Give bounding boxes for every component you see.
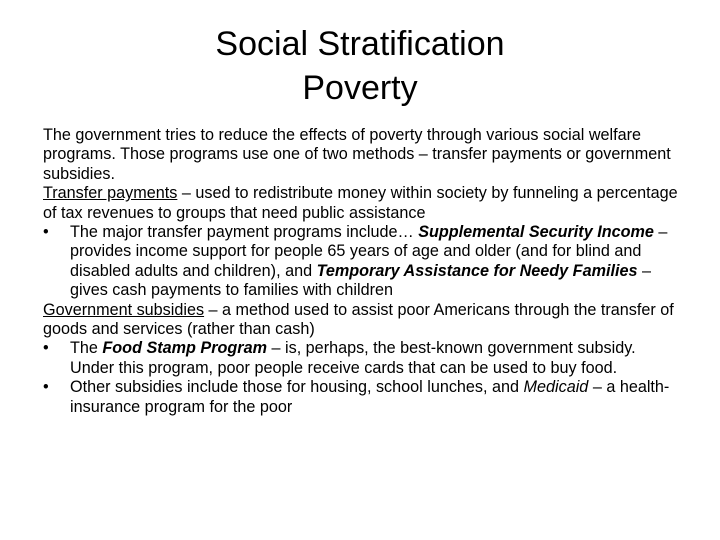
food-stamp-bullet	[43, 339, 683, 378]
transfer-payments-term: Transfer payments	[43, 184, 178, 203]
title-line-2: Poverty	[302, 69, 418, 107]
title-line-1: Social Stratification	[215, 25, 505, 63]
government-subsidies-paragraph	[43, 301, 683, 340]
program-desc-food-stamp: – is, perhaps, the best-known government subsidy. Under this program, poor people receive cards that can be used to buy food.	[70, 339, 636, 377]
program-desc-ssi: – provides income support for people 65 years of age and older (and for blind and disabled adults and children), and	[70, 223, 668, 280]
slide-body	[43, 126, 683, 417]
slide-title	[0, 22, 720, 110]
bullet-lead: The major transfer payment programs include…	[70, 223, 419, 242]
program-desc-medicaid: – a health-insurance program for the poor	[70, 378, 670, 416]
other-subsidies-bullet	[43, 378, 683, 417]
transfer-payments-bullet	[43, 223, 683, 301]
program-name-tanf: Temporary Assistance for Needy Families	[316, 261, 638, 280]
program-name-medicaid: Medicaid	[523, 378, 589, 397]
government-subsidies-term: Government subsidies	[43, 300, 205, 319]
bullet-marker: •	[43, 223, 49, 242]
bullet-lead: Other subsidies include those for housing, school lunches, and	[70, 378, 524, 397]
transfer-payments-paragraph	[43, 184, 683, 223]
transfer-payments-definition: – used to redistribute money within society by funneling a percentage of tax revenues to groups that need public assistance	[43, 184, 678, 222]
intro-paragraph: The government tries to reduce the effects of poverty through various social welfare programs. Those programs use one of two methods – transfer payments or government subsidies.	[43, 126, 671, 183]
bullet-marker: •	[43, 339, 49, 358]
bullet-lead: The	[70, 339, 103, 358]
government-subsidies-definition: – a method used to assist poor Americans through the transfer of goods and services (rather than cash)	[43, 300, 674, 339]
program-name-ssi: Supplemental Security Income	[418, 223, 654, 242]
program-name-food-stamp: Food Stamp Program	[102, 339, 267, 358]
program-desc-tanf: – gives cash payments to families with children	[70, 261, 651, 300]
bullet-marker: •	[43, 378, 49, 397]
